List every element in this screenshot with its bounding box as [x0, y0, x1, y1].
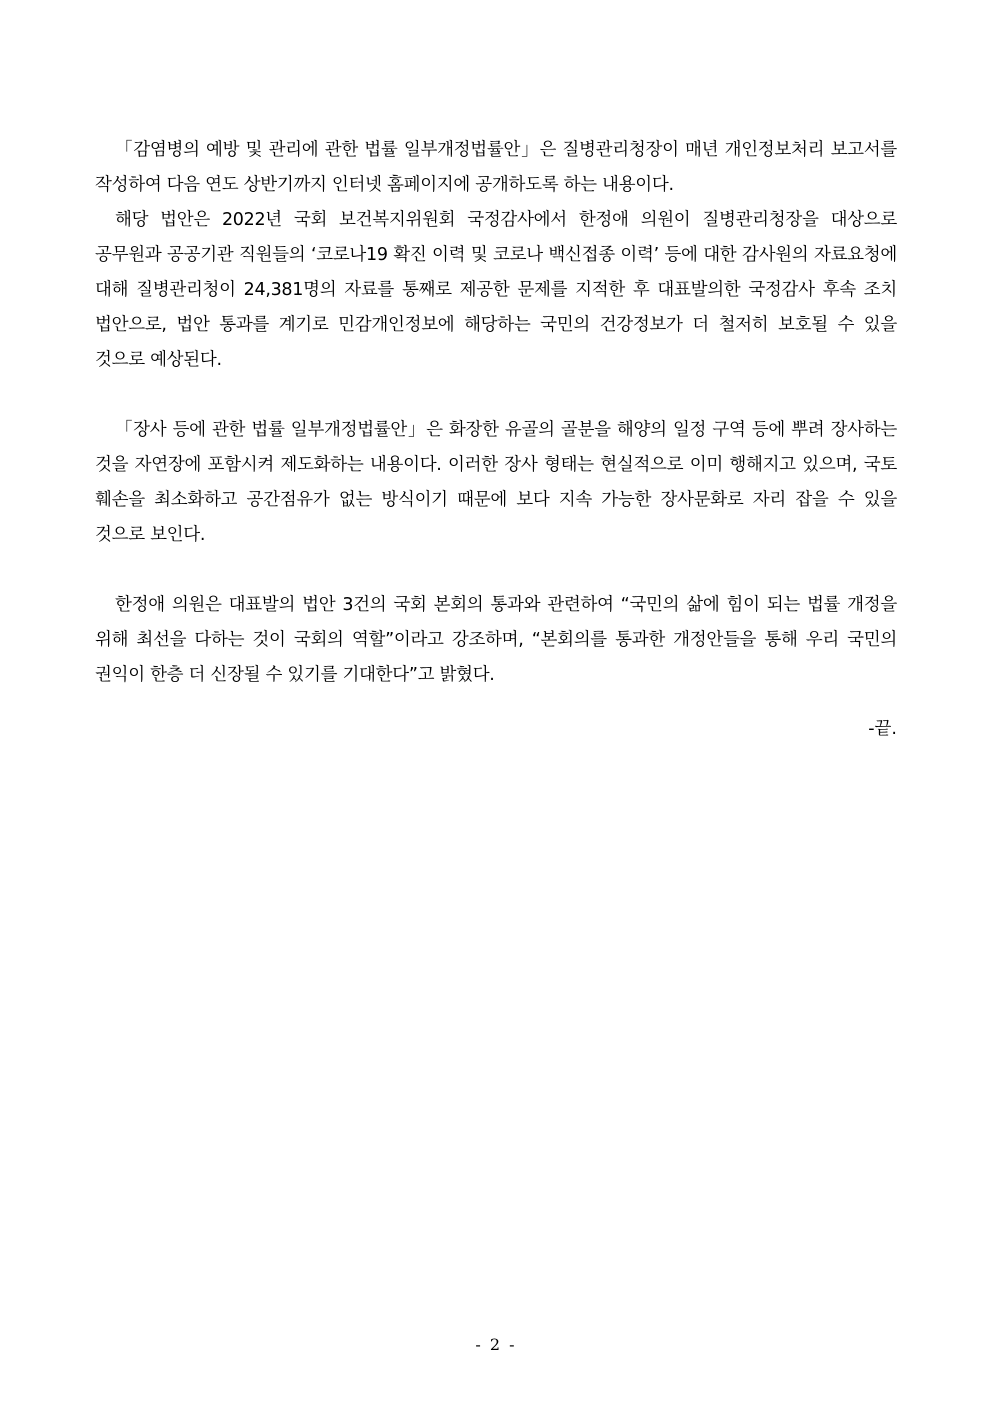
page-number: - 2 - — [475, 1335, 517, 1354]
document-body — [95, 133, 897, 693]
paragraph-infectious-disease-bill: 「감염병의 예방 및 관리에 관한 법률 일부개정법률안」은 질병관리청장이 매년 개인정보처리 보고서를 작성하여 다음 연도 상반기까지 인터넷 홈페이지에 공개하도록 하는 내용이다. — [95, 140, 897, 195]
end-mark: -끝. — [868, 719, 897, 739]
paragraph-funeral-bill: 「장사 등에 관한 법률 일부개정법률안」은 화장한 유골의 골분을 해양의 일정 구역 등에 뿌려 장사하는 것을 자연장에 포함시켜 제도화하는 내용이다. 이러한 장사 형태는 현실적으로 이미 행해지고 있으며, 국토 훼손을 최소화하고 공간점유가 없는 방식이기 때문에 보다 지속 가능한 장사문화로 자리 잡을 수 있을 것으로 보인다. — [95, 420, 897, 545]
paragraph-lawmaker-statement: 한정애 의원은 대표발의 법안 3건의 국회 본회의 통과와 관련하여 “국민의 삶에 힘이 되는 법률 개정을 위해 최선을 다하는 것이 국회의 역할”이라고 강조하며, “본회의를 통과한 개정안들을 통해 우리 국민의 권익이 한층 더 신장될 수 있기를 기대한다”고 밝혔다. — [95, 595, 897, 685]
paragraph-audit-follow-up: 해당 법안은 2022년 국회 보건복지위원회 국정감사에서 한정애 의원이 질병관리청장을 대상으로 공무원과 공공기관 직원들의 ‘코로나19 확진 이력 및 코로나 백신접종 이력’ 등에 대한 감사원의 자료요청에 대해 질병관리청이 24,381명의 자료를 통째로 제공한 문제를 지적한 후 대표발의한 국정감사 후속 조치 법안으로, 법안 통과를 계기로 민감개인정보에 해당하는 국민의 건강정보가 더 철저히 보호될 수 있을 것으로 예상된다. — [95, 210, 897, 370]
